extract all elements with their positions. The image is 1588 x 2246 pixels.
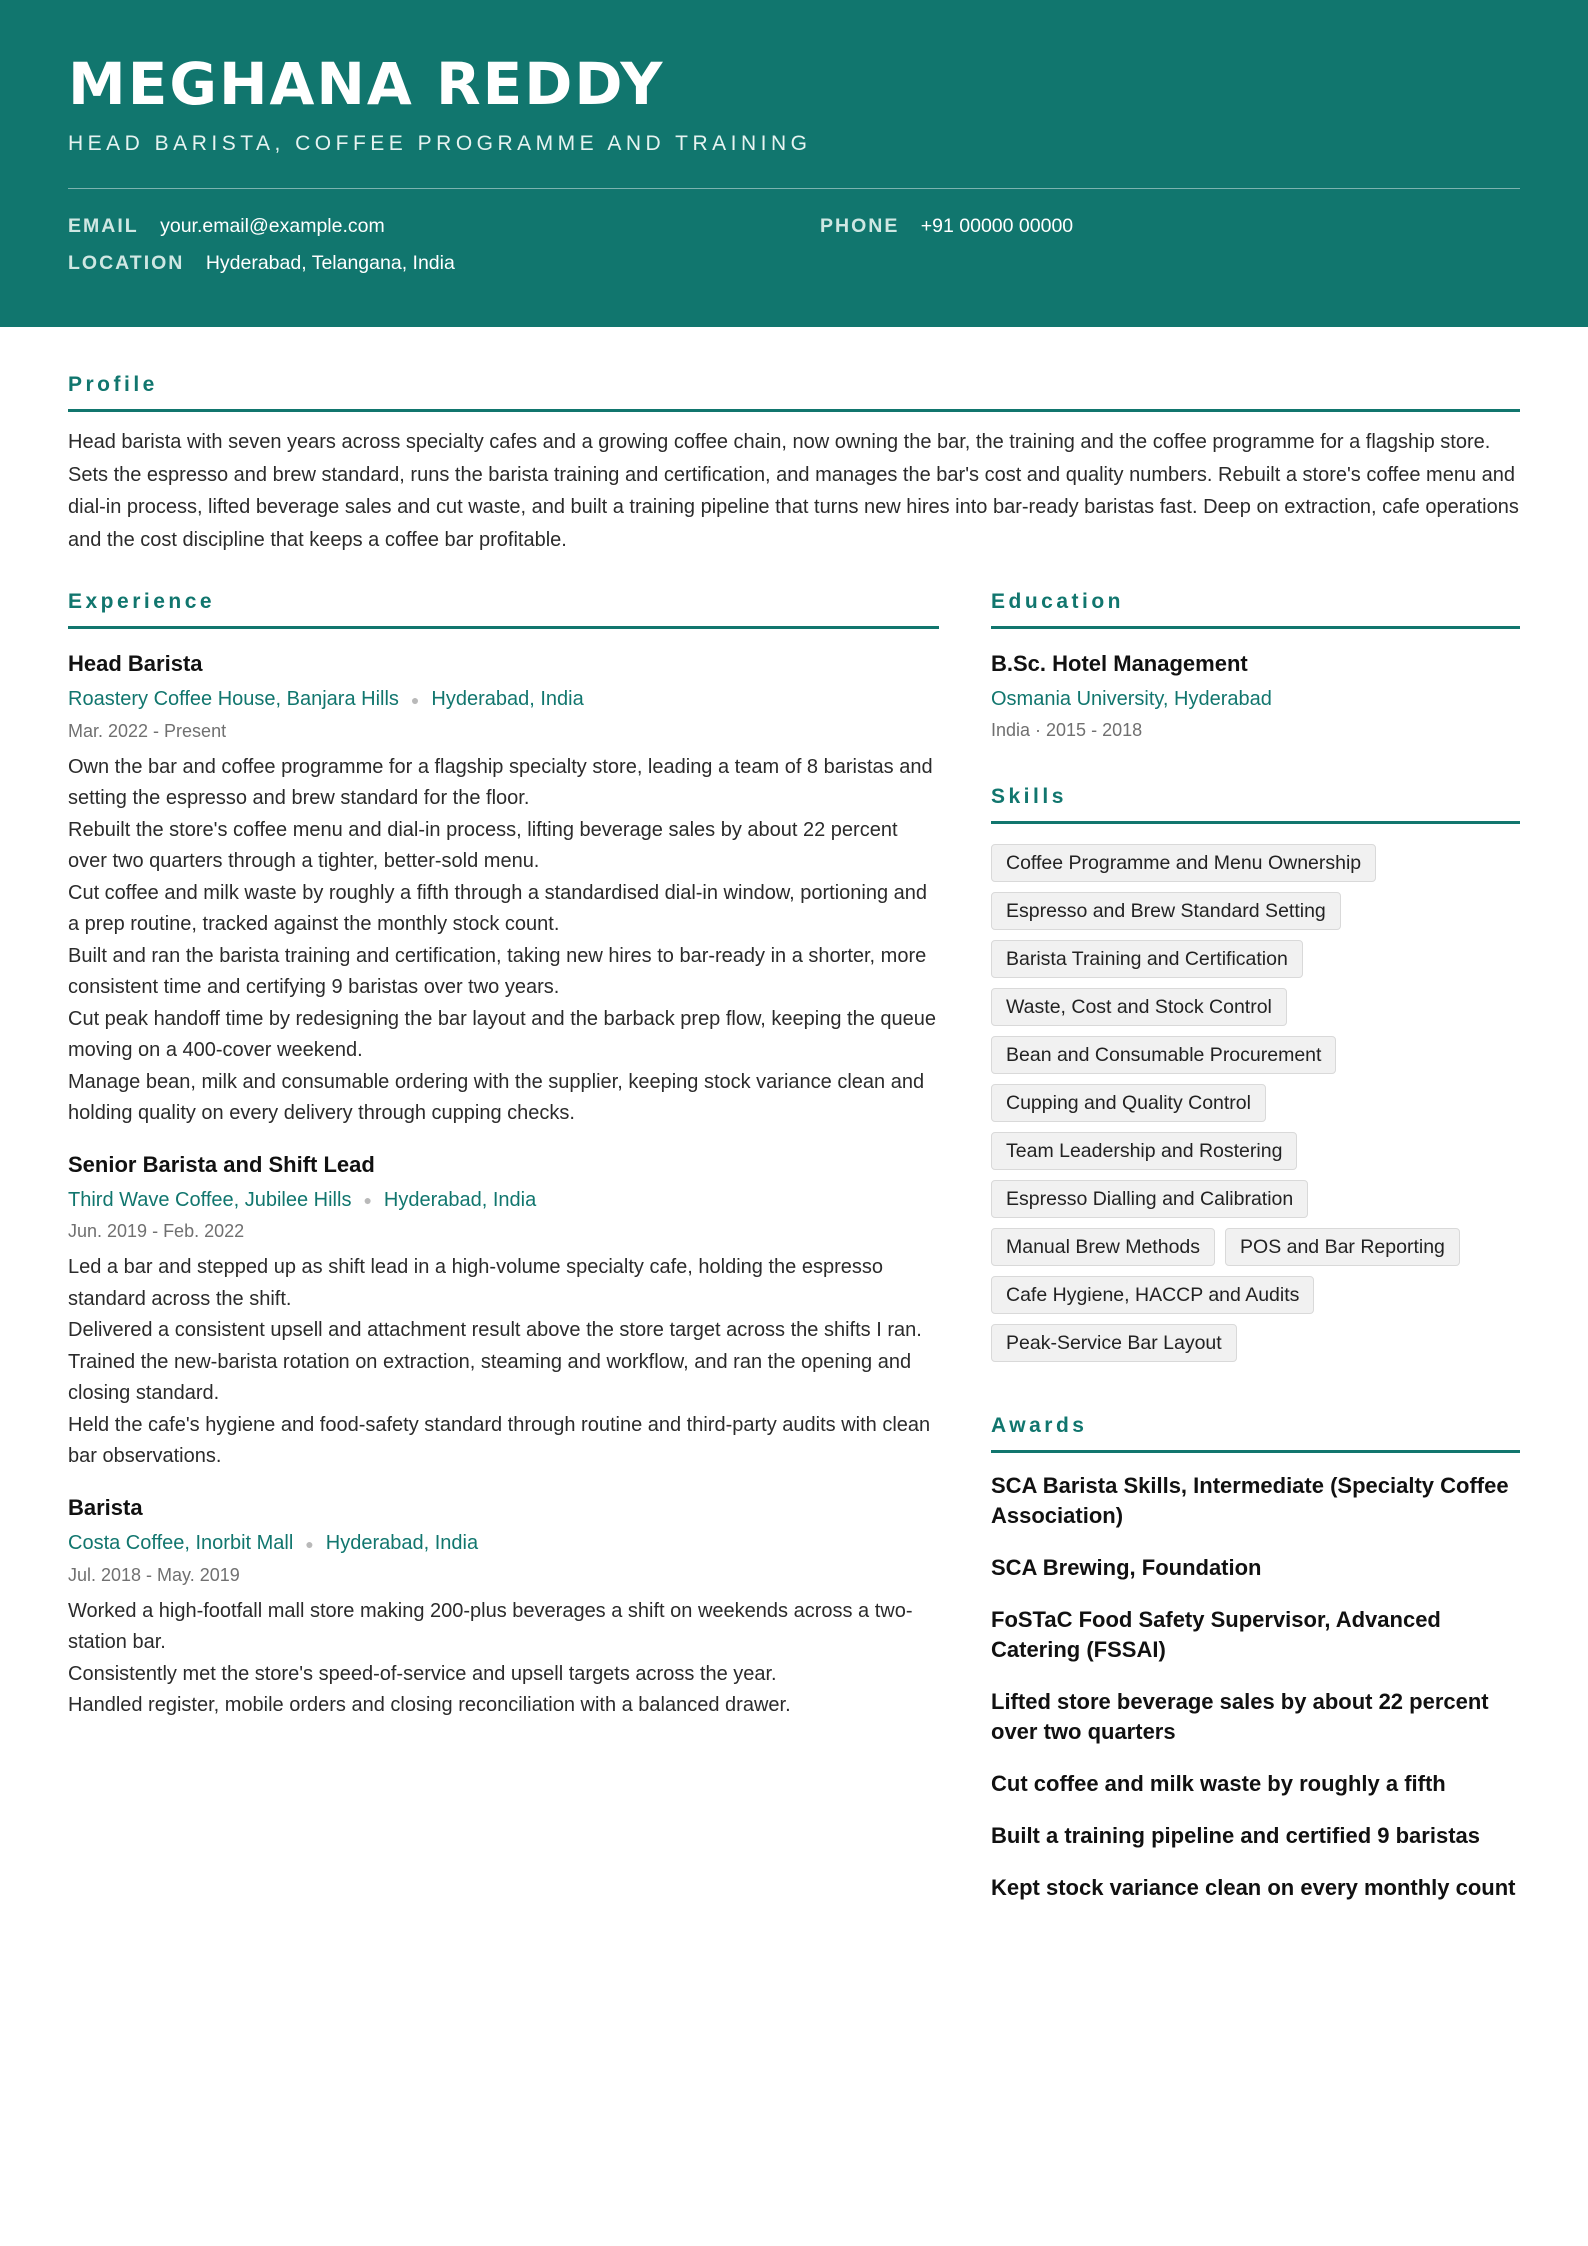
education-section (991, 590, 1520, 743)
header-divider (68, 188, 1520, 189)
job-bullet: Trained the new-barista rotation on extraction, steaming and workflow, and ran the opening and closing standard. (68, 1350, 912, 1405)
skill-tag: Espresso Dialling and Calibration (991, 1180, 1308, 1218)
education-degree: B.Sc. Hotel Management (991, 651, 1248, 676)
job-bullets (68, 1252, 939, 1473)
award-item: SCA Barista Skills, Intermediate (Specialty Coffee Association) (991, 1473, 1509, 1528)
phone-value[interactable]: +91 00000 00000 (920, 215, 1074, 237)
job-organization (68, 1186, 939, 1215)
education-meta: India · 2015 - 2018 (991, 720, 1143, 740)
sidebar-column (991, 590, 1520, 1903)
contact-label: PHONE (820, 215, 900, 237)
separator-dot-icon: ● (363, 1192, 372, 1209)
contact-location (68, 252, 820, 275)
skill-tag: Cupping and Quality Control (991, 1084, 1266, 1122)
skills-section (991, 785, 1520, 1362)
contact-label: EMAIL (68, 215, 139, 237)
skill-tag: Manual Brew Methods (991, 1228, 1215, 1266)
education-school: Osmania University, Hyderabad (991, 688, 1272, 710)
contact-phone (820, 215, 1520, 238)
job-bullet: Cut coffee and milk waste by roughly a fifth through a standardised dial-in window, portioning and a prep routine, tracked against the monthly stock count. (68, 881, 928, 936)
job-organization (68, 1529, 939, 1558)
skill-tag: Coffee Programme and Menu Ownership (991, 844, 1376, 882)
contact-label: LOCATION (68, 252, 185, 274)
skill-tag: Espresso and Brew Standard Setting (991, 892, 1341, 930)
skill-tag: Peak-Service Bar Layout (991, 1324, 1237, 1362)
job-location: Hyderabad, India (383, 1188, 537, 1211)
section-title: Experience (68, 590, 939, 629)
job-organization (68, 685, 939, 714)
job-dates: Jul. 2018 - May. 2019 (68, 1564, 240, 1585)
job-bullet: Held the cafe's hygiene and food-safety standard through routine and third-party audits with clean bar observations. (68, 1413, 931, 1468)
job-company: Roastery Coffee House, Banjara Hills (68, 688, 399, 710)
job-bullet: Manage bean, milk and consumable ordering with the supplier, keeping stock variance clean and holding quality on every delivery through cupping checks. (68, 1070, 925, 1125)
contact-email (68, 215, 820, 238)
award-item: Kept stock variance clean on every monthly count (991, 1875, 1516, 1900)
job-title: Senior Barista and Shift Lead (68, 1151, 375, 1177)
job-company: Third Wave Coffee, Jubilee Hills (68, 1188, 352, 1211)
section-title: Awards (991, 1414, 1520, 1453)
location-value: Hyderabad, Telangana, India (205, 252, 455, 274)
job-title: Head Barista (68, 651, 203, 676)
job-bullet: Led a bar and stepped up as shift lead in a high-volume specialty cafe, holding the espresso standard across the shift. (68, 1256, 883, 1310)
section-title: Profile (68, 373, 1520, 412)
two-column-layout (68, 590, 1520, 1903)
resume-header (0, 0, 1588, 327)
section-title: Skills (991, 785, 1520, 824)
resume-body (0, 373, 1588, 1903)
separator-dot-icon: ● (305, 1535, 314, 1552)
candidate-headline: HEAD BARISTA, COFFEE PROGRAMME AND TRAINING (68, 132, 812, 155)
job-bullet: Handled register, mobile orders and closing reconciliation with a balanced drawer. (68, 1694, 791, 1717)
job-location: Hyderabad, India (325, 1531, 479, 1554)
skill-tag: Bean and Consumable Procurement (991, 1036, 1336, 1074)
award-item: Lifted store beverage sales by about 22 percent over two quarters (991, 1689, 1489, 1744)
job-bullet: Consistently met the store's speed-of-service and upsell targets across the year. (68, 1662, 777, 1685)
skills-list (991, 844, 1520, 1362)
job-bullet: Built and ran the barista training and certification, taking new hires to bar-ready in a shorter, more consistent time and certifying 9 baristas over two years. (68, 944, 927, 999)
awards-list (991, 1471, 1520, 1903)
award-item: Built a training pipeline and certified 9 baristas (991, 1823, 1480, 1848)
job-bullet: Worked a high-footfall mall store making 200-plus beverages a shift on weekends across a two-station bar. (68, 1599, 913, 1654)
experience-section (68, 590, 939, 1903)
skill-tag: Team Leadership and Rostering (991, 1132, 1297, 1170)
skill-tag: Waste, Cost and Stock Control (991, 988, 1287, 1026)
section-title: Education (991, 590, 1520, 629)
job-dates: Mar. 2022 - Present (68, 720, 227, 741)
job-entry (68, 649, 939, 1130)
award-item: FoSTaC Food Safety Supervisor, Advanced Catering (FSSAI) (991, 1607, 1441, 1662)
profile-section (68, 373, 1520, 556)
job-title: Barista (68, 1494, 143, 1520)
job-bullet: Cut peak handoff time by redesigning the bar layout and the barback prep flow, keeping the queue moving on a 400-cover weekend. (68, 1007, 937, 1062)
job-entry (68, 1150, 939, 1473)
award-item: Cut coffee and milk waste by roughly a fifth (991, 1771, 1446, 1796)
job-bullets (68, 1596, 939, 1722)
separator-dot-icon: ● (410, 691, 420, 708)
candidate-name: MEGHANA REDDY (68, 50, 665, 118)
job-dates: Jun. 2019 - Feb. 2022 (68, 1221, 245, 1242)
job-bullet: Delivered a consistent upsell and attachment result above the store target across the shifts I ran. (68, 1319, 922, 1342)
job-entry (68, 1493, 939, 1722)
skill-tag: POS and Bar Reporting (1225, 1228, 1460, 1266)
skill-tag: Barista Training and Certification (991, 940, 1303, 978)
job-bullet: Own the bar and coffee programme for a flagship specialty store, leading a team of 8 baristas and setting the espresso and brew standard for the floor. (68, 755, 933, 810)
job-company: Costa Coffee, Inorbit Mall (68, 1531, 294, 1554)
job-list (68, 649, 939, 1722)
job-location: Hyderabad, India (431, 688, 584, 710)
profile-summary: Head barista with seven years across specialty cafes and a growing coffee chain, now owning the bar, the training and the coffee programme for a flagship store. Sets the espresso and brew standard, runs the barista training and certification, and manages the bar's cost and quality numbers. Rebuilt a store's coffee menu and dial-in process, lifted beverage sales and cut waste, and built a training pipeline that turns new hires into bar-ready baristas fast. Deep on extraction, cafe operations and the cost discipline that keeps a coffee bar profitable. (68, 431, 1519, 551)
email-value[interactable]: your.email@example.com (160, 215, 385, 237)
job-bullet: Rebuilt the store's coffee menu and dial-in process, lifting beverage sales by about 22 percent over two quarters through a tighter, better-sold menu. (68, 818, 898, 873)
award-item: SCA Brewing, Foundation (991, 1555, 1262, 1580)
skill-tag: Cafe Hygiene, HACCP and Audits (991, 1276, 1314, 1314)
job-bullets (68, 752, 939, 1130)
contact-info (68, 215, 1520, 275)
awards-section (991, 1414, 1520, 1903)
